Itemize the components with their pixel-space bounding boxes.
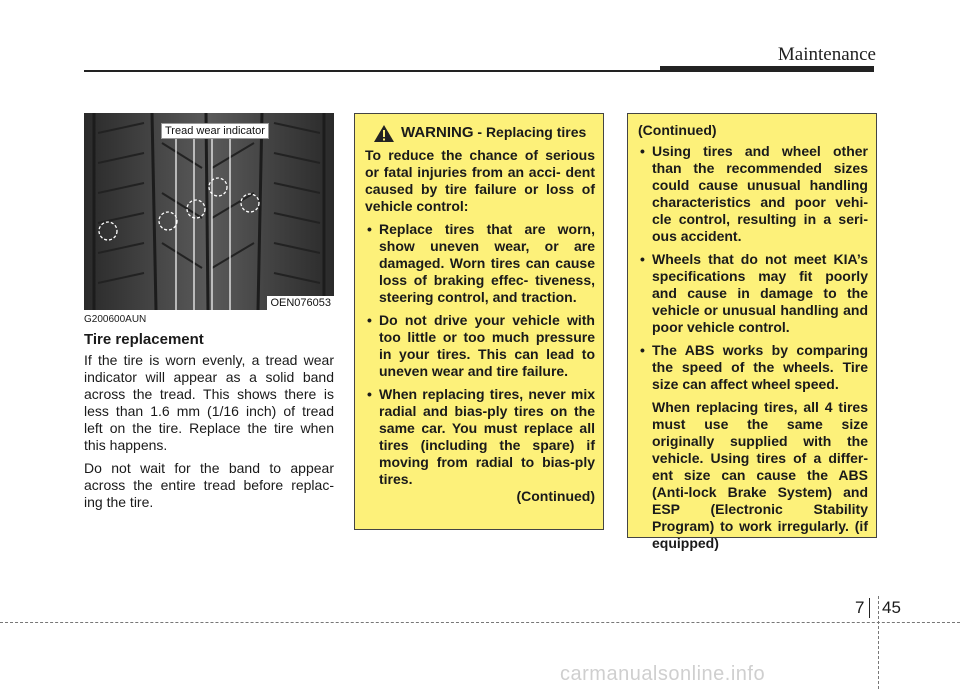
continued-label: (Continued)	[516, 488, 595, 504]
chapter-number: 7	[855, 598, 865, 617]
tread-wear-indicator-label: Tread wear indicator	[161, 123, 269, 139]
doc-code: G200600AUN	[84, 314, 147, 325]
warning-list	[365, 221, 595, 488]
continued-heading: (Continued)	[638, 122, 717, 138]
warning-heading	[365, 124, 595, 143]
list-item: • Using tires and wheel other than the recommended sizes could cause unusual handling characteristics and poor vehi- cle control, resulting in a seri- ous accident.	[638, 143, 868, 245]
continued-warning-box	[627, 113, 877, 551]
continued-extra-paragraph: When replacing tires, all 4 tires must use the same size originally supplied with the vehicle. Using tires of a differ- ent size can cause the ABS (Anti-lock Brake System) and ESP (Electronic Stability Program) to work irregularly. (if equipped)	[652, 399, 868, 551]
watermark: carmanualsonline.info	[560, 663, 766, 685]
tire-tread-illustration	[84, 113, 334, 310]
warning-box	[354, 113, 604, 530]
list-item: • The ABS works by comparing the speed of the wheels. Tire size can affect wheel speed.	[638, 342, 868, 393]
footer-rule	[0, 622, 960, 623]
header-rule-accent	[660, 66, 874, 72]
warning-intro: To reduce the chance of serious or fatal injuries from an acci- dent caused by tire failure or loss of vehicle control:	[365, 147, 595, 214]
continued-list	[638, 143, 868, 393]
list-item: • Do not drive your vehicle with too little or too much pressure in your tires. This can lead to uneven wear and tire failure.	[365, 312, 595, 380]
page-number: 45	[882, 598, 901, 617]
list-item: • Replace tires that are worn, show uneven wear, or are damaged. Worn tires can cause loss of braking effec- tiveness, steering control, and traction.	[365, 221, 595, 306]
warning-triangle-icon	[373, 124, 395, 143]
header-title: Maintenance	[777, 44, 876, 65]
list-item: • When replacing tires, never mix radial and bias-ply tires on the same car. You must replace all tires (including the spare) if moving from radial to bias-ply tires.	[365, 386, 595, 488]
figure-code: OEN076053	[267, 296, 334, 310]
paragraph: Do not wait for the band to appear across the entire tread before replac- ing the tire.	[84, 460, 334, 510]
section-title: Tire replacement	[84, 331, 204, 348]
paragraph: If the tire is worn evenly, a tread wear indicator will appear as a solid band across the tread. This shows there is less than 1.6 mm (1/16 inch) of tread left on the tire. Replace the tire when this happens.	[84, 352, 334, 453]
page-number-divider	[869, 598, 870, 618]
list-item: • Wheels that do not meet KIA’s specifications may fit poorly and cause in damage to the vehicle or unusual handling and poor vehicle control.	[638, 251, 868, 336]
footer-vertical-rule	[878, 596, 879, 689]
tire-replacement-section	[84, 314, 334, 517]
warning-subtitle: - Replacing tires	[477, 124, 587, 140]
warning-word: WARNING	[401, 124, 474, 141]
tire-tread-figure	[84, 113, 334, 310]
